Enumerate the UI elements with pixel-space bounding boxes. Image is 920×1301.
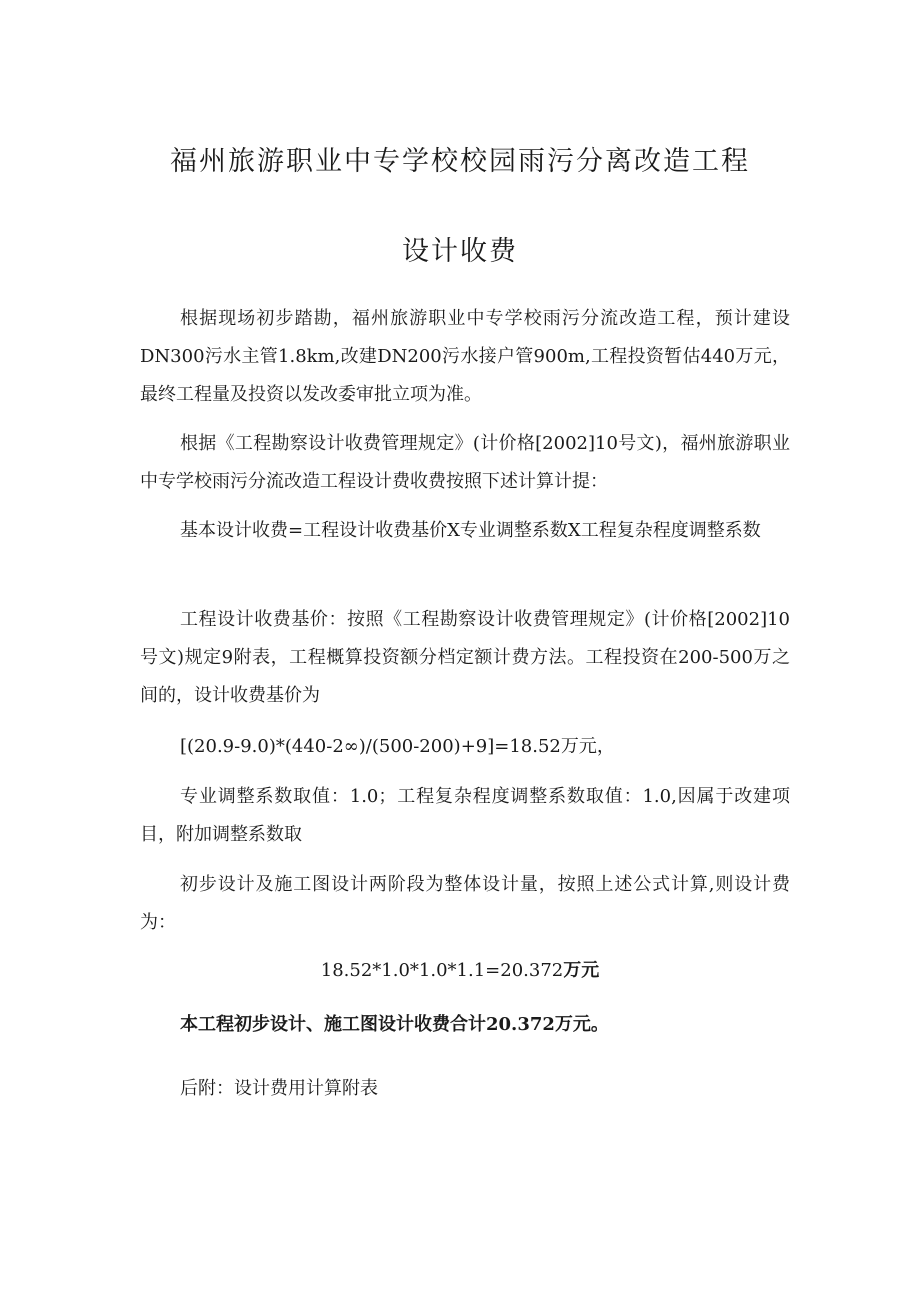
fee-formula [0,952,920,990]
fee-summary: 本工程初步设计、施工图设计收费合计20.372万元。 [180,1014,609,1035]
paragraph-design-stages: 初步设计及施工图设计两阶段为整体设计量，按照上述公式计算,则设计费为： [140,874,790,933]
paragraph-project-scope: 根据现场初步踏勘，福州旅游职业中专学校雨污分流改造工程，预计建设DN300污水主管1.8km,改建DN200污水接户管900m,工程投资暂估440万元，最终工程量及投资以发改委审批立项为准。 [140,308,790,405]
attachment-note: 后附：设计费用计算附表 [180,1078,378,1099]
document-title: 福州旅游职业中专学校校园雨污分离改造工程 [170,146,750,177]
paragraph-fee-basis: 根据《工程勘察设计收费管理规定》(计价格[2002]10号文)，福州旅游职业中专学校雨污分流改造工程设计费收费按照下述计算计提： [140,433,790,492]
paragraph-base-price-calculation: [(20.9-9.0)*(440-2∞)/(500-200)+9]=18.52万元， [180,736,615,757]
paragraph-basic-fee-formula: 基本设计收费=工程设计收费基价X专业调整系数X工程复杂程度调整系数 [180,520,761,541]
paragraph-base-price: 工程设计收费基价：按照《工程勘察设计收费管理规定》(计价格[2002]10号文)规定9附表，工程概算投资额分档定额计费方法。工程投资在200-500万之间的，设计收费基价为 [140,609,790,706]
document-subtitle: 设计收费 [402,236,518,267]
paragraph-adjustment-coefficients: 专业调整系数取值：1.0；工程复杂程度调整系数取值：1.0,因属于改建项目，附加调整系数取 [140,786,790,845]
fee-formula-expression: 18.52*1.0*1.0*1.1=20.372 [320,960,564,981]
fee-formula-unit: 万元 [563,960,600,981]
